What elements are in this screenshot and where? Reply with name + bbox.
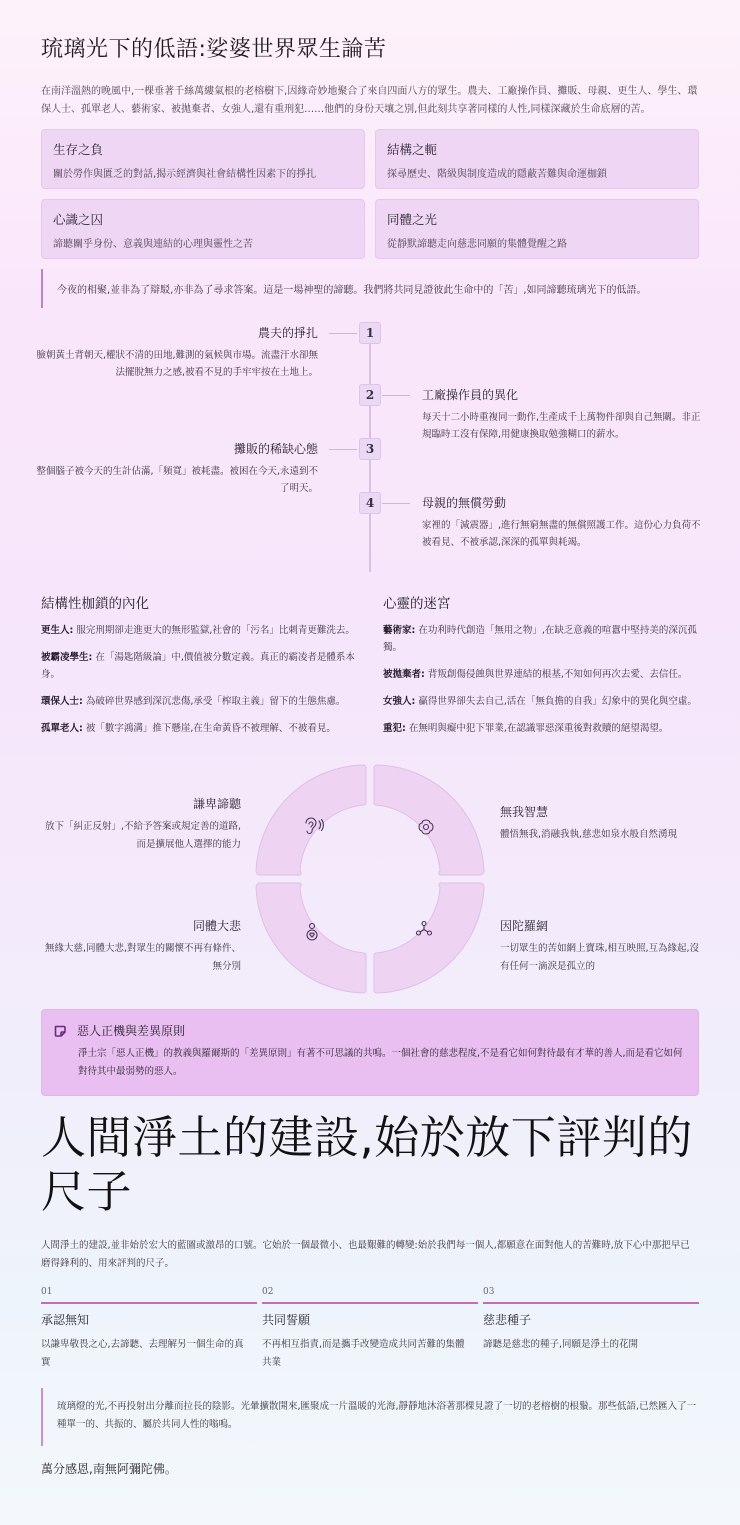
- quadrant-desc: 體悟無我,消融我執,慈悲如泉水般自然湧現: [500, 829, 678, 840]
- note-callout: [41, 1009, 699, 1096]
- card-title: 同體之光: [387, 212, 438, 227]
- card-title: 心識之囚: [53, 212, 104, 227]
- step-item: [41, 1287, 257, 1372]
- section-paragraph: 人間淨土的建設,並非始於宏大的藍圖或激昂的口號。它始於一個最微小、也最艱難的轉變:始於我們每一個人,都願意在面對他人的苦難時,放下心中那把早已磨得鋒利的、用來評判的尺子。: [41, 1240, 690, 1269]
- theme-card: [375, 129, 699, 189]
- quadrant-bottom-left: [256, 883, 366, 993]
- quadrant-desc: 無緣大慈,同體大悲,對眾生的關懷不再有條件、無分別: [44, 943, 241, 972]
- timeline-connector: [329, 449, 357, 450]
- card-title: 結構之軛: [387, 142, 438, 157]
- entry-label: 被拋棄者:: [383, 669, 425, 680]
- entry-text: 贏得世界卻失去自己,活在「無負擔的自我」幻象中的異化與空虛。: [415, 696, 697, 707]
- quadrant-ring: [254, 763, 486, 995]
- timeline-node: 2: [359, 384, 381, 406]
- column-heading: 結構性枷鎖的內化: [41, 596, 149, 612]
- timeline-title: 農夫的掙扎: [257, 326, 318, 340]
- step-title: 共同誓願: [262, 1313, 311, 1327]
- quadrant-desc: 一切眾生的苦如網上寶珠,相互映照,互為緣起,沒有任何一滴淚是孤立的: [500, 943, 700, 972]
- quadrant-bottom-right: [374, 883, 484, 993]
- entry-text: 為破碎世界感到深沉悲傷,承受「榨取主義」留下的生態焦慮。: [82, 696, 346, 707]
- card-desc: 關於勞作與匱乏的對話,揭示經濟與社會結構性因素下的掙扎: [53, 169, 317, 180]
- timeline-title: 攤販的稀缺心態: [233, 442, 318, 456]
- step-item: [262, 1287, 478, 1372]
- timeline-title: 母親的無償勞動: [422, 496, 507, 510]
- step-title: 承認無知: [41, 1313, 90, 1327]
- theme-card: [41, 129, 365, 189]
- entry-text: 服完刑期卻走進更大的無形監獄,社會的「污名」比刺青更難洗去。: [73, 625, 355, 636]
- quadrant-text-selfless-wisdom: [500, 803, 700, 844]
- quadrant-title: 謙卑諦聽: [192, 797, 241, 811]
- step-title: 慈悲種子: [483, 1313, 532, 1327]
- timeline-desc: 臉朝黃土背朝天,權狀不清的田地,難測的氣候與市場。流盡汗水卻無法擺脫無力之感,被看不見的手牢牢按在土地上。: [36, 350, 318, 378]
- entry-text: 在無明與癡中犯下罪業,在認識罪惡深重後對救贖的絕望渴望。: [405, 723, 669, 734]
- theme-card: [41, 199, 365, 259]
- steps: [41, 1287, 699, 1372]
- timeline-item: [422, 386, 702, 443]
- entry-text: 被「數字鴻溝」推下懸崖,在生命黃昏不被理解、不被看見。: [82, 723, 336, 734]
- entry-text: 在功利時代創造「無用之物」,在缺乏意義的喧囂中堅持美的深沉孤獨。: [383, 625, 697, 653]
- two-column-section: [41, 592, 699, 747]
- quadrant-title: 無我智慧: [500, 805, 549, 819]
- column-heading: 心靈的迷宮: [383, 596, 451, 612]
- quadrant-title: 同體大悲: [192, 919, 241, 933]
- note-title: 惡人正機與差異原則: [77, 1024, 186, 1038]
- step-number: 03: [483, 1287, 699, 1304]
- column-entry: [383, 720, 699, 737]
- timeline-title: 工廠操作員的異化: [422, 388, 519, 402]
- entry-text: 背叛創傷侵蝕與世界連結的根基,不知如何再次去愛、去信任。: [424, 669, 688, 680]
- quadrant-text-indra-net: [500, 917, 700, 976]
- column-entry: [41, 622, 357, 639]
- card-desc: 諦聽關乎身份、意義與連結的心理與靈性之苦: [53, 239, 253, 250]
- note-body: 淨土宗「惡人正機」的教義與羅爾斯的「差異原則」有著不可思議的共鳴。一個社會的慈悲程度,不是看它如何對待最有才華的善人,而是看它如何對待其中最弱勢的惡人。: [78, 1048, 683, 1077]
- card-title: 生存之負: [53, 142, 104, 157]
- timeline-desc: 整個腦子被今天的生計佔滿,「頻寬」被耗盡。被困在今天,永遠到不了明天。: [36, 466, 318, 494]
- step-desc: 以謙卑敬畏之心,去諦聽、去理解另一個生命的真實: [41, 1339, 244, 1368]
- intro-paragraph: 在南洋溫熱的晚風中,一棵垂著千絲萬縷氣根的老榕樹下,因緣奇妙地聚合了來自四面八方的眾生。農夫、工廠操作員、攤販、母親、更生人、學生、環保人士、孤單老人、藝術家、被拋棄者、女強人,還有重刑犯……他們的身份天壤之別,但此刻共享著同樣的人性,同樣深藏於生命底層的苦。: [41, 86, 698, 115]
- timeline: [36, 316, 701, 572]
- column-entry: [41, 649, 357, 683]
- quadrant-text-humble-listening: [41, 795, 241, 854]
- timeline-connector: [382, 395, 410, 396]
- card-desc: 探尋歷史、階級與制度造成的隱蔽苦難與命運枷鎖: [387, 169, 607, 180]
- theme-cards: [41, 129, 699, 259]
- quadrant-text-compassion: [41, 917, 241, 976]
- entry-label: 藝術家:: [383, 625, 416, 636]
- timeline-node: 3: [359, 438, 381, 460]
- column-entry: [383, 693, 699, 710]
- column-structural: [41, 592, 357, 747]
- column-entry: [41, 720, 357, 737]
- column-entry: [41, 693, 357, 710]
- entry-label: 女強人:: [383, 696, 416, 707]
- entry-label: 重犯:: [383, 723, 406, 734]
- quadrant-top-right: [374, 765, 484, 875]
- timeline-node: 4: [359, 492, 381, 514]
- opening-quote: 今夜的相聚,並非為了辯駁,亦非為了尋求答案。這是一場神聖的諦聽。我們將共同見證彼此生命中的「苦」,如同諦聽琉璃光下的低語。: [41, 269, 699, 308]
- quadrant-top-left: [256, 765, 366, 875]
- column-mind: [383, 592, 699, 747]
- timeline-item: [28, 324, 318, 381]
- step-item: [483, 1287, 699, 1372]
- step-desc: 不再相互指責,而是攜手改變造成共同苦難的集體共業: [262, 1339, 465, 1368]
- column-entry: [383, 622, 699, 656]
- quadrant-title: 因陀羅網: [500, 919, 549, 933]
- column-entry: [383, 666, 699, 683]
- timeline-node: 1: [359, 322, 381, 344]
- sticky-note-icon: [54, 1025, 66, 1037]
- quadrant-desc: 放下「糾正反射」,不給予答案或規定善的道路,而是擴展他人選擇的能力: [44, 821, 241, 850]
- page-title: 琉璃光下的低語:娑婆世界眾生論苦: [41, 37, 387, 62]
- timeline-desc: 家裡的「減震器」,進行無窮無盡的無償照護工作。這份心力負荷不被看見、不被承認,深深的孤單與耗竭。: [422, 520, 701, 548]
- timeline-item: [422, 494, 702, 551]
- entry-label: 環保人士:: [41, 696, 83, 707]
- step-number: 02: [262, 1287, 478, 1304]
- step-number: 01: [41, 1287, 257, 1304]
- entry-label: 更生人:: [41, 625, 74, 636]
- timeline-connector: [329, 333, 357, 334]
- card-desc: 從靜默諦聽走向慈悲同願的集體覺醒之路: [387, 239, 567, 250]
- closing-quote: 琉璃燈的光,不再投射出分離而拉長的陰影。光暈擴散開來,匯聚成一片溫暖的光海,靜靜地沐浴著那棵見證了一切的老榕樹的根鬚。那些低語,已然匯入了一種單一的、共振的、屬於共同人性的嗡鳴。: [41, 1388, 699, 1446]
- section-heading: 人間淨土的建設,始於放下評判的尺子: [41, 1111, 693, 1218]
- note-header: [54, 1022, 686, 1039]
- timeline-desc: 每天十二小時重複同一動作,生產成千上萬物件卻與自己無關。非正規臨時工沒有保障,用健康換取勉強糊口的薪水。: [422, 412, 701, 440]
- step-desc: 諦聽是慈悲的種子,同願是淨土的花開: [483, 1339, 639, 1350]
- entry-text: 在「湯匙階級論」中,價值被分數定義。真正的霸凌者是體系本身。: [41, 652, 355, 680]
- timeline-item: [28, 440, 318, 497]
- entry-label: 孤單老人:: [41, 723, 83, 734]
- final-line: 萬分感恩,南無阿彌陀佛。: [41, 1462, 177, 1476]
- four-quadrant-diagram: [41, 763, 699, 999]
- theme-card: [375, 199, 699, 259]
- timeline-connector: [382, 503, 410, 504]
- entry-label: 被霸凌學生:: [41, 652, 93, 663]
